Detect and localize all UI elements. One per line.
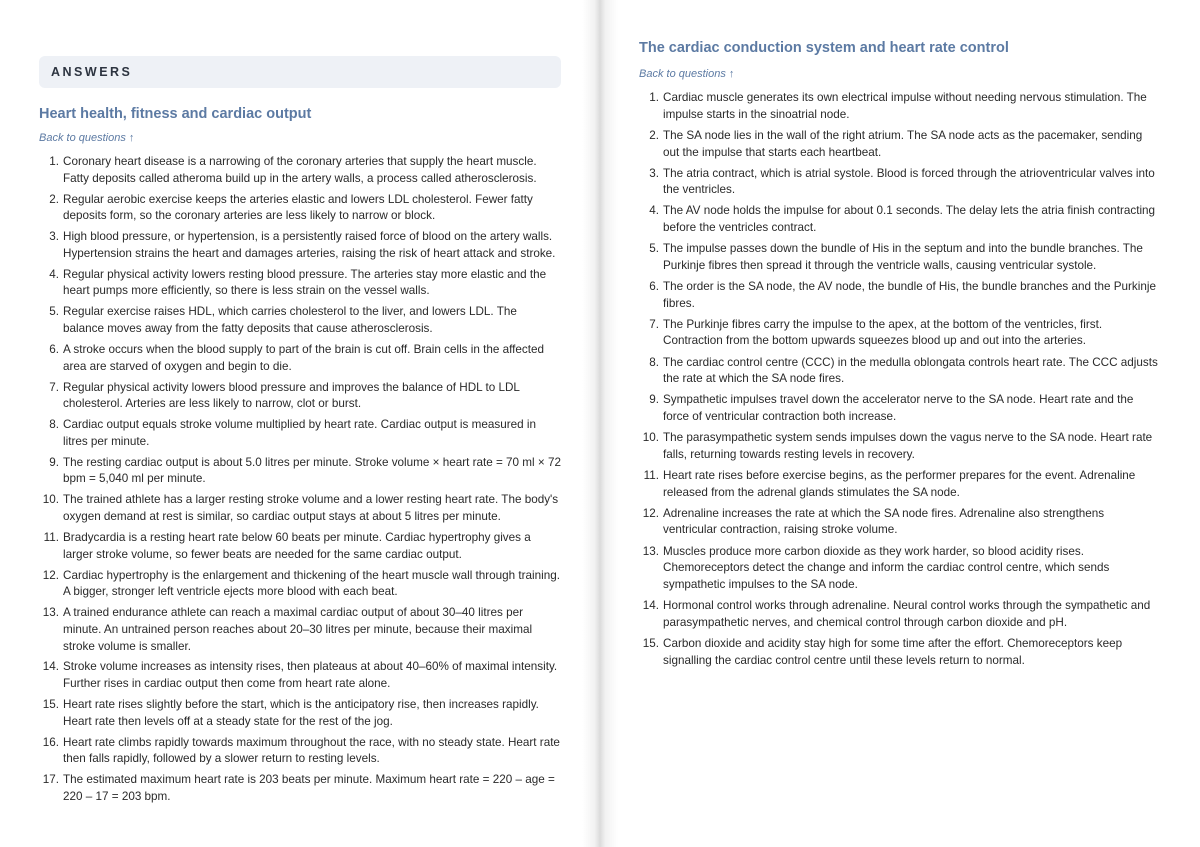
- answer-item: [39, 417, 561, 450]
- answer-text: A stroke occurs when the blood supply to part of the brain is cut off. Brain cells in the affected area are starved of oxygen and begin to die.: [63, 342, 544, 373]
- answer-item: [39, 304, 561, 337]
- right-page: [603, 0, 1200, 847]
- answer-item: [639, 598, 1160, 631]
- answer-number: 7.: [649, 317, 659, 331]
- answer-number: 3.: [49, 230, 59, 244]
- answer-text: Heart rate climbs rapidly towards maximum throughout the race, with no steady state. Heart rate then falls rapidly, followed by a slower return to resting levels.: [63, 735, 560, 766]
- answer-number: 14.: [42, 660, 59, 674]
- answer-item: [39, 530, 561, 563]
- answer-text: Cardiac muscle generates its own electrical impulse without needing nervous stimulation. The impulse starts in the sinoatrial node.: [663, 91, 1147, 121]
- answer-text: The cardiac control centre (CCC) in the medulla oblongata controls heart rate. The CCC adjusts the rate at which the SA node fires.: [663, 355, 1158, 386]
- answer-text: The trained athlete has a larger resting stroke volume and a lower resting heart rate. The body's oxygen demand at rest is similar, so cardiac output stays at about 5 litres per minute.: [63, 493, 559, 524]
- answer-text: Hormonal control works through adrenaline. Neural control works through the sympathetic and parasympathetic nerves, and chemical control through carbon dioxide and pH.: [663, 599, 1151, 629]
- answer-list-heart-health: [39, 154, 561, 806]
- answer-text: High blood pressure, or hypertension, is a persistently raised force of blood on the artery walls. Hypertension strains the heart and damages arteries, raising the risk of heart attack and stroke.: [63, 230, 556, 260]
- answer-number: 10.: [642, 431, 659, 445]
- answer-text: Adrenaline increases the rate at which the SA node fires. Adrenaline also strengthens ventricular contraction, raising stroke volume.: [663, 506, 1105, 537]
- answer-number: 16.: [42, 735, 59, 749]
- answer-number: 8.: [649, 355, 659, 369]
- answer-text: Regular physical activity lowers resting blood pressure. The arteries stay more elastic and the heart pumps more efficiently, so there is less strain on the vessel walls.: [63, 267, 547, 298]
- answer-number: 2.: [649, 128, 659, 142]
- answer-number: 4.: [49, 267, 59, 281]
- answer-number: 15.: [42, 698, 59, 712]
- answer-item: [639, 355, 1160, 388]
- answer-text: Muscles produce more carbon dioxide as they work harder, so blood acidity rises. Chemoreceptors detect the change and inform the cardiac control centre, which sends sympathetic impulses to the SA node.: [663, 544, 1110, 591]
- answer-item: [639, 241, 1160, 274]
- answer-number: 1.: [49, 155, 59, 168]
- answer-number: 12.: [42, 568, 59, 582]
- answer-text: Stroke volume increases as intensity rises, then plateaus at about 40–60% of maximal intensity. Further rises in cardiac output then come from heart rate alone.: [63, 660, 558, 691]
- answer-text: Heart rate rises slightly before the start, which is the anticipatory rise, then increases rapidly. Heart rate then levels off at a steady state for the rest of the jog.: [63, 698, 539, 728]
- answer-number: 3.: [649, 166, 659, 180]
- answer-item: [639, 203, 1160, 236]
- answer-text: The impulse passes down the bundle of His in the septum and into the bundle branches. The Purkinje fibres then spread it through the ventricle walls, causing ventricular systole.: [663, 242, 1143, 272]
- answer-number: 6.: [49, 342, 59, 356]
- answer-text: The Purkinje fibres carry the impulse to the apex, at the bottom of the ventricles, first. Contraction from the bottom upwards squeezes blood up and out into the arteries.: [663, 317, 1103, 348]
- answer-number: 4.: [649, 204, 659, 218]
- answer-number: 15.: [642, 636, 659, 650]
- answers-label: ANSWERS: [51, 65, 133, 79]
- section-title-cardiac-conduction: The cardiac conduction system and heart rate control: [639, 40, 1009, 56]
- answer-number: 9.: [649, 393, 659, 407]
- answer-text: The estimated maximum heart rate is 203 beats per minute. Maximum heart rate = 220 – age = 220 – 17 = 203 bpm.: [63, 773, 555, 803]
- answer-item: [39, 697, 561, 730]
- answer-text: Heart rate rises before exercise begins, as the performer prepares for the event. Adrenaline released from the adrenal glands stimulates the SA node.: [663, 468, 1136, 499]
- answer-item: [639, 279, 1160, 312]
- answer-text: Regular aerobic exercise keeps the arteries elastic and lowers LDL cholesterol. Fewer fatty deposits form, so the coronary arteries are less likely to narrow or block.: [63, 192, 533, 223]
- back-to-questions-link[interactable]: Back to questions ↑: [39, 132, 135, 144]
- answer-number: 12.: [642, 506, 659, 520]
- answer-number: 10.: [42, 493, 59, 507]
- answer-text: Cardiac hypertrophy is the enlargement and thickening of the heart muscle wall through training. A bigger, stronger left ventricle ejects more blood with each beat.: [63, 568, 560, 599]
- answer-item: [639, 468, 1160, 501]
- answer-text: The SA node lies in the wall of the right atrium. The SA node acts as the pacemaker, sending out the impulse that starts each heartbeat.: [663, 128, 1143, 159]
- answer-item: [39, 342, 561, 375]
- answer-text: The atria contract, which is atrial systole. Blood is forced through the atrioventricular valves into the ventricles.: [663, 166, 1155, 197]
- answer-text: A trained endurance athlete can reach a maximal cardiac output of about 30–40 litres per minute. An untrained person reaches about 20–30 litres per minute, because their maximal stroke volume is smaller.: [63, 606, 533, 653]
- answer-item: [39, 154, 561, 187]
- answer-item: [39, 735, 561, 768]
- answer-item: [639, 430, 1160, 463]
- answer-item: [39, 659, 561, 692]
- answer-item: [39, 492, 561, 525]
- answer-number: 17.: [42, 773, 59, 787]
- answer-text: Coronary heart disease is a narrowing of the coronary arteries that supply the heart muscle. Fatty deposits called atheroma build up in the artery walls, a process called atherosclerosis.: [63, 155, 537, 185]
- answer-item: [639, 544, 1160, 594]
- answer-item: [639, 317, 1160, 350]
- answer-number: 5.: [49, 305, 59, 319]
- answer-number: 6.: [649, 279, 659, 293]
- answer-item: [39, 192, 561, 225]
- answer-number: 13.: [42, 606, 59, 620]
- answer-text: Regular physical activity lowers blood pressure and improves the balance of HDL to LDL cholesterol. Arteries are less likely to narrow, clot or burst.: [63, 380, 520, 411]
- answer-number: 8.: [49, 418, 59, 432]
- answer-number: 7.: [49, 380, 59, 394]
- answer-list-cardiac-conduction: [639, 90, 1160, 669]
- answer-item: [639, 506, 1160, 539]
- answer-item: [39, 229, 561, 262]
- answer-number: 2.: [49, 192, 59, 206]
- answer-text: The order is the SA node, the AV node, the bundle of His, the bundle branches and the Purkinje fibres.: [663, 279, 1156, 310]
- answer-item: [39, 605, 561, 655]
- answer-text: Regular exercise raises HDL, which carries cholesterol to the liver, and lowers LDL. The balance moves away from the fatty deposits that cause atherosclerosis.: [63, 305, 517, 336]
- answer-text: Bradycardia is a resting heart rate below 60 beats per minute. Cardiac hypertrophy gives a larger stroke volume, so fewer beats are needed for the same cardiac output.: [63, 530, 531, 561]
- answer-text: The parasympathetic system sends impulses down the vagus nerve to the SA node. Heart rate falls, returning towards resting levels in recovery.: [663, 431, 1153, 461]
- answer-item: [639, 392, 1160, 425]
- answer-item: [639, 90, 1160, 123]
- answer-number: 14.: [642, 599, 659, 613]
- answer-text: Cardiac output equals stroke volume multiplied by heart rate. Cardiac output is measured in litres per minute.: [63, 418, 536, 448]
- answer-item: [39, 455, 561, 488]
- answer-item: [639, 636, 1160, 669]
- answer-text: The AV node holds the impulse for about 0.1 seconds. The delay lets the atria finish contracting before the ventricles contract.: [663, 204, 1156, 235]
- answer-item: [639, 166, 1160, 199]
- answer-number: 13.: [642, 544, 659, 558]
- answer-text: Sympathetic impulses travel down the accelerator nerve to the SA node. Heart rate and the force of ventricular contraction both increase.: [663, 393, 1134, 424]
- answer-number: 11.: [643, 468, 659, 482]
- answer-item: [639, 128, 1160, 161]
- answer-number: 1.: [649, 91, 659, 104]
- back-to-questions-link[interactable]: Back to questions ↑: [639, 68, 735, 80]
- answer-number: 11.: [43, 530, 59, 544]
- left-page: [0, 0, 597, 847]
- answer-text: The resting cardiac output is about 5.0 litres per minute. Stroke volume × heart rate = 70 ml × 72 bpm = 5,040 ml per minute.: [63, 455, 561, 486]
- section-title-heart-health: Heart health, fitness and cardiac output: [39, 106, 312, 122]
- answer-item: [39, 568, 561, 601]
- answer-number: 9.: [49, 455, 59, 469]
- answer-text: Carbon dioxide and acidity stay high for some time after the effort. Chemoreceptors keep signalling the cardiac control centre until these levels return to normal.: [663, 636, 1123, 667]
- answer-item: [39, 380, 561, 413]
- answer-item: [39, 772, 561, 805]
- answer-number: 5.: [649, 242, 659, 256]
- answers-header: [39, 56, 561, 88]
- answer-item: [39, 267, 561, 300]
